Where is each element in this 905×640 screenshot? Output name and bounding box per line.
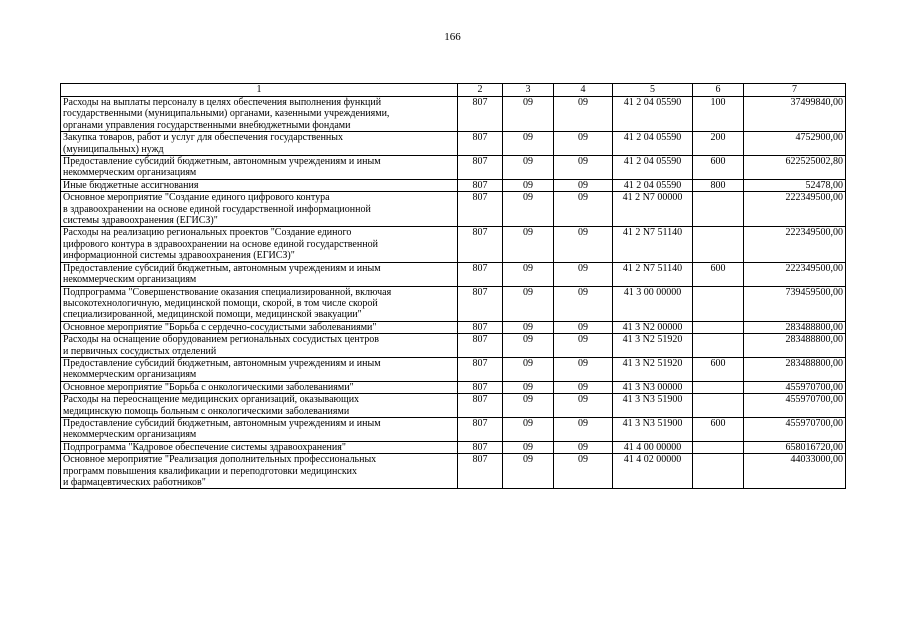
row-name-line: некоммерческим организациям (63, 274, 197, 286)
target-article-code: 41 3 N3 00000 (613, 381, 693, 393)
row-name-line: Предоставление субсидий бюджетным, автономным учреждениям и иным (63, 156, 381, 168)
row-name (61, 179, 458, 191)
subsection-code: 09 (554, 334, 613, 358)
subsection-code: 09 (554, 357, 613, 381)
section-code: 09 (503, 441, 554, 453)
expense-type-code: 600 (693, 156, 744, 180)
table-row (61, 417, 846, 441)
ministry-code: 807 (458, 394, 503, 418)
expense-type-code (693, 454, 744, 489)
ministry-code: 807 (458, 334, 503, 358)
expense-type-code (693, 227, 744, 262)
amount: 222349500,00 (744, 262, 846, 286)
column-header: 2 (458, 84, 503, 97)
row-name-line: органами управления государственными внебюджетными фондами (63, 119, 351, 131)
subsection-code: 09 (554, 454, 613, 489)
section-code: 09 (503, 179, 554, 191)
section-code: 09 (503, 262, 554, 286)
section-code: 09 (503, 192, 554, 227)
subsection-code: 09 (554, 97, 613, 132)
table-row (61, 192, 846, 227)
row-name-line: Расходы на выплаты персоналу в целях обеспечения выполнения функций (63, 97, 382, 108)
row-name-line: специализированной, медицинской помощи, медицинской эвакуации" (63, 309, 362, 321)
column-header: 4 (554, 84, 613, 97)
expense-type-code (693, 381, 744, 393)
row-name-line: Предоставление субсидий бюджетным, автономным учреждениям и иным (63, 417, 381, 429)
amount: 283488800,00 (744, 334, 846, 358)
section-code: 09 (503, 227, 554, 262)
subsection-code: 09 (554, 179, 613, 191)
target-article-code: 41 3 N3 51900 (613, 417, 693, 441)
budget-table (60, 83, 846, 489)
ministry-code: 807 (458, 132, 503, 156)
column-header: 6 (693, 84, 744, 97)
ministry-code: 807 (458, 227, 503, 262)
column-header: 5 (613, 84, 693, 97)
row-name (61, 441, 458, 453)
table-row (61, 156, 846, 180)
table-row (61, 97, 846, 132)
table-body (61, 97, 846, 489)
row-name-line: Расходы на реализацию региональных проектов "Создание единого (63, 227, 352, 239)
target-article-code: 41 2 N7 51140 (613, 262, 693, 286)
row-name (61, 262, 458, 286)
expense-type-code (693, 334, 744, 358)
row-name (61, 334, 458, 358)
expense-type-code: 200 (693, 132, 744, 156)
section-code: 09 (503, 454, 554, 489)
expense-type-code (693, 321, 744, 333)
expense-type-code (693, 441, 744, 453)
table-row (61, 381, 846, 393)
subsection-code: 09 (554, 441, 613, 453)
section-code: 09 (503, 394, 554, 418)
amount: 455970700,00 (744, 417, 846, 441)
section-code: 09 (503, 321, 554, 333)
row-name-line: и первичных сосудистых отделений (63, 345, 217, 357)
row-name (61, 381, 458, 393)
section-code: 09 (503, 381, 554, 393)
expense-type-code: 600 (693, 417, 744, 441)
row-name-line: медицинскую помощь больным с онкологическими заболеваниями (63, 405, 350, 417)
row-name (61, 417, 458, 441)
expense-type-code: 600 (693, 262, 744, 286)
ministry-code: 807 (458, 262, 503, 286)
subsection-code: 09 (554, 286, 613, 321)
row-name-line: Основное мероприятие "Борьба с онкологическими заболеваниями" (63, 381, 354, 393)
table-row (61, 394, 846, 418)
target-article-code: 41 4 00 00000 (613, 441, 693, 453)
row-name-line: Основное мероприятие "Реализация дополнительных профессиональных (63, 454, 377, 466)
amount: 37499840,00 (744, 97, 846, 132)
table-row (61, 357, 846, 381)
ministry-code: 807 (458, 286, 503, 321)
row-name-line: государственными (муниципальными) органами, казенными учреждениями, (63, 108, 390, 120)
row-name-line: некоммерческим организациям (63, 429, 197, 441)
table-row (61, 286, 846, 321)
target-article-code: 41 3 N2 51920 (613, 334, 693, 358)
ministry-code: 807 (458, 357, 503, 381)
row-name (61, 286, 458, 321)
expense-type-code (693, 286, 744, 321)
row-name-line: цифрового контура в здравоохранении на основе единой государственной (63, 238, 378, 250)
ministry-code: 807 (458, 454, 503, 489)
row-name-line: Расходы на оснащение оборудованием региональных сосудистых центров (63, 334, 379, 346)
row-name (61, 227, 458, 262)
target-article-code: 41 3 N2 51920 (613, 357, 693, 381)
target-article-code: 41 3 00 00000 (613, 286, 693, 321)
amount: 52478,00 (744, 179, 846, 191)
row-name (61, 394, 458, 418)
row-name-line: некоммерческим организациям (63, 167, 197, 179)
row-name (61, 454, 458, 489)
section-code: 09 (503, 357, 554, 381)
row-name-line: некоммерческим организациям (63, 369, 197, 381)
row-name-line: Подпрограмма "Кадровое обеспечение системы здравоохранения" (63, 441, 346, 453)
amount: 622525002,80 (744, 156, 846, 180)
row-name (61, 97, 458, 132)
subsection-code: 09 (554, 321, 613, 333)
table-row (61, 454, 846, 489)
ministry-code: 807 (458, 441, 503, 453)
expense-type-code: 600 (693, 357, 744, 381)
section-code: 09 (503, 97, 554, 132)
column-header: 3 (503, 84, 554, 97)
row-name-line: Расходы на переоснащение медицинских организаций, оказывающих (63, 394, 360, 406)
target-article-code: 41 4 02 00000 (613, 454, 693, 489)
column-header: 1 (61, 84, 458, 97)
column-header: 7 (744, 84, 846, 97)
row-name-line: системы здравоохранения (ЕГИСЗ)" (63, 215, 218, 227)
amount: 222349500,00 (744, 192, 846, 227)
row-name-line: Закупка товаров, работ и услуг для обеспечения государственных (63, 132, 344, 144)
row-name-line: Иные бюджетные ассигнования (63, 179, 199, 191)
target-article-code: 41 2 N7 51140 (613, 227, 693, 262)
section-code: 09 (503, 417, 554, 441)
section-code: 09 (503, 334, 554, 358)
row-name (61, 132, 458, 156)
amount: 455970700,00 (744, 394, 846, 418)
subsection-code: 09 (554, 192, 613, 227)
subsection-code: 09 (554, 227, 613, 262)
row-name (61, 321, 458, 333)
amount: 658016720,00 (744, 441, 846, 453)
header-row (61, 84, 846, 97)
target-article-code: 41 2 N7 00000 (613, 192, 693, 227)
amount: 222349500,00 (744, 227, 846, 262)
page-number: 166 (444, 31, 461, 43)
row-name-line: Предоставление субсидий бюджетным, автономным учреждениям и иным (63, 357, 381, 369)
target-article-code: 41 2 04 05590 (613, 97, 693, 132)
expense-type-code: 100 (693, 97, 744, 132)
table-row (61, 227, 846, 262)
row-name-line: Основное мероприятие "Создание единого цифрового контура (63, 192, 330, 204)
subsection-code: 09 (554, 132, 613, 156)
row-name (61, 192, 458, 227)
row-name (61, 156, 458, 180)
section-code: 09 (503, 132, 554, 156)
ministry-code: 807 (458, 97, 503, 132)
ministry-code: 807 (458, 381, 503, 393)
ministry-code: 807 (458, 417, 503, 441)
row-name-line: программ повышения квалификации и переподготовки медицинских (63, 465, 358, 477)
target-article-code: 41 2 04 05590 (613, 132, 693, 156)
amount: 4752900,00 (744, 132, 846, 156)
ministry-code: 807 (458, 192, 503, 227)
row-name-line: Предоставление субсидий бюджетным, автономным учреждениям и иным (63, 262, 381, 274)
amount: 283488800,00 (744, 357, 846, 381)
table-row (61, 321, 846, 333)
ministry-code: 807 (458, 179, 503, 191)
amount: 455970700,00 (744, 381, 846, 393)
row-name-line: Основное мероприятие "Борьба с сердечно-сосудистыми заболеваниями" (63, 321, 377, 333)
row-name-line: (муниципальных) нужд (63, 143, 164, 155)
row-name-line: и фармацевтических работников" (63, 477, 206, 488)
row-name (61, 357, 458, 381)
subsection-code: 09 (554, 417, 613, 441)
table-row (61, 179, 846, 191)
amount: 283488800,00 (744, 321, 846, 333)
ministry-code: 807 (458, 156, 503, 180)
table-row (61, 441, 846, 453)
target-article-code: 41 3 N2 00000 (613, 321, 693, 333)
row-name-line: в здравоохранении на основе единой государственной информационной (63, 203, 371, 215)
target-article-code: 41 2 04 05590 (613, 179, 693, 191)
row-name-line: Подпрограмма "Совершенствование оказания специализированной, включая (63, 286, 392, 298)
subsection-code: 09 (554, 262, 613, 286)
expense-type-code (693, 394, 744, 418)
target-article-code: 41 3 N3 51900 (613, 394, 693, 418)
section-code: 09 (503, 156, 554, 180)
amount: 739459500,00 (744, 286, 846, 321)
table-row (61, 262, 846, 286)
section-code: 09 (503, 286, 554, 321)
ministry-code: 807 (458, 321, 503, 333)
subsection-code: 09 (554, 394, 613, 418)
table-row (61, 334, 846, 358)
target-article-code: 41 2 04 05590 (613, 156, 693, 180)
amount: 44033000,00 (744, 454, 846, 489)
row-name-line: высокотехнологичную, медицинской помощи, скорой, в том числе скорой (63, 297, 378, 309)
table-row (61, 132, 846, 156)
subsection-code: 09 (554, 156, 613, 180)
row-name-line: информационной системы здравоохранения (ЕГИСЗ)" (63, 250, 295, 262)
expense-type-code: 800 (693, 179, 744, 191)
subsection-code: 09 (554, 381, 613, 393)
expense-type-code (693, 192, 744, 227)
